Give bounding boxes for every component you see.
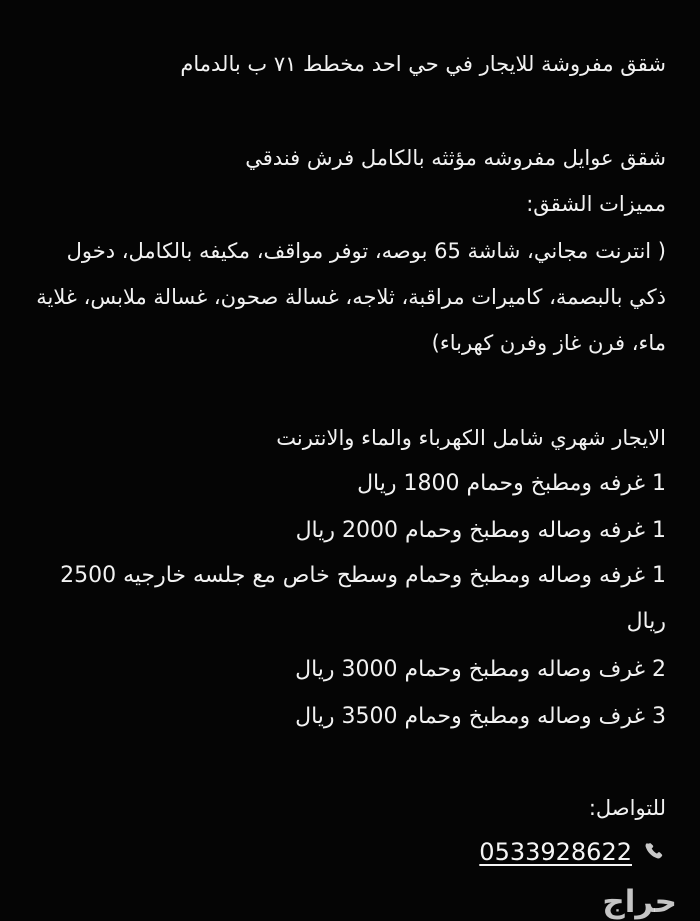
rent-note: الايجار شهري شامل الكهرباء والماء والانترنت (276, 426, 666, 450)
post-title: شقق مفروشة للايجار في حي احد مخطط ٧١ ب بالدمام (180, 52, 666, 76)
phone-number-link[interactable]: 0533928622 (479, 838, 632, 866)
features-label: مميزات الشقق: (526, 192, 666, 216)
price-line: 1 غرفه ومطبخ وحمام 1800 ريال (357, 471, 666, 496)
contact-label: للتواصل: (588, 796, 666, 820)
post-description: شقق عوايل مفروشه مؤثثه بالكامل فرش فندقي (245, 146, 666, 170)
price-line: 1 غرفه وصاله ومطبخ وحمام وسطح خاص مع جلسه خارجيه 2500 ريال (60, 563, 666, 634)
contact-row (479, 832, 666, 872)
haraj-logo: حراج (602, 884, 677, 920)
phone-icon (642, 840, 666, 864)
price-line: 1 غرفه وصاله ومطبخ وحمام 2000 ريال (295, 518, 666, 543)
price-line: 3 غرف وصاله ومطبخ وحمام 3500 ريال (295, 704, 666, 729)
features-text: ( انترنت مجاني، شاشة 65 بوصه، توفر مواقف، مكيفه بالكامل، دخول ذكي بالبصمة، كاميرات مراقبة، ثلاجه، غسالة صحون، غسالة ملابس، غلاية ماء، فرن غاز وفرن كهرباء) (36, 239, 666, 355)
price-line: 2 غرف وصاله ومطبخ وحمام 3000 ريال (295, 657, 666, 682)
